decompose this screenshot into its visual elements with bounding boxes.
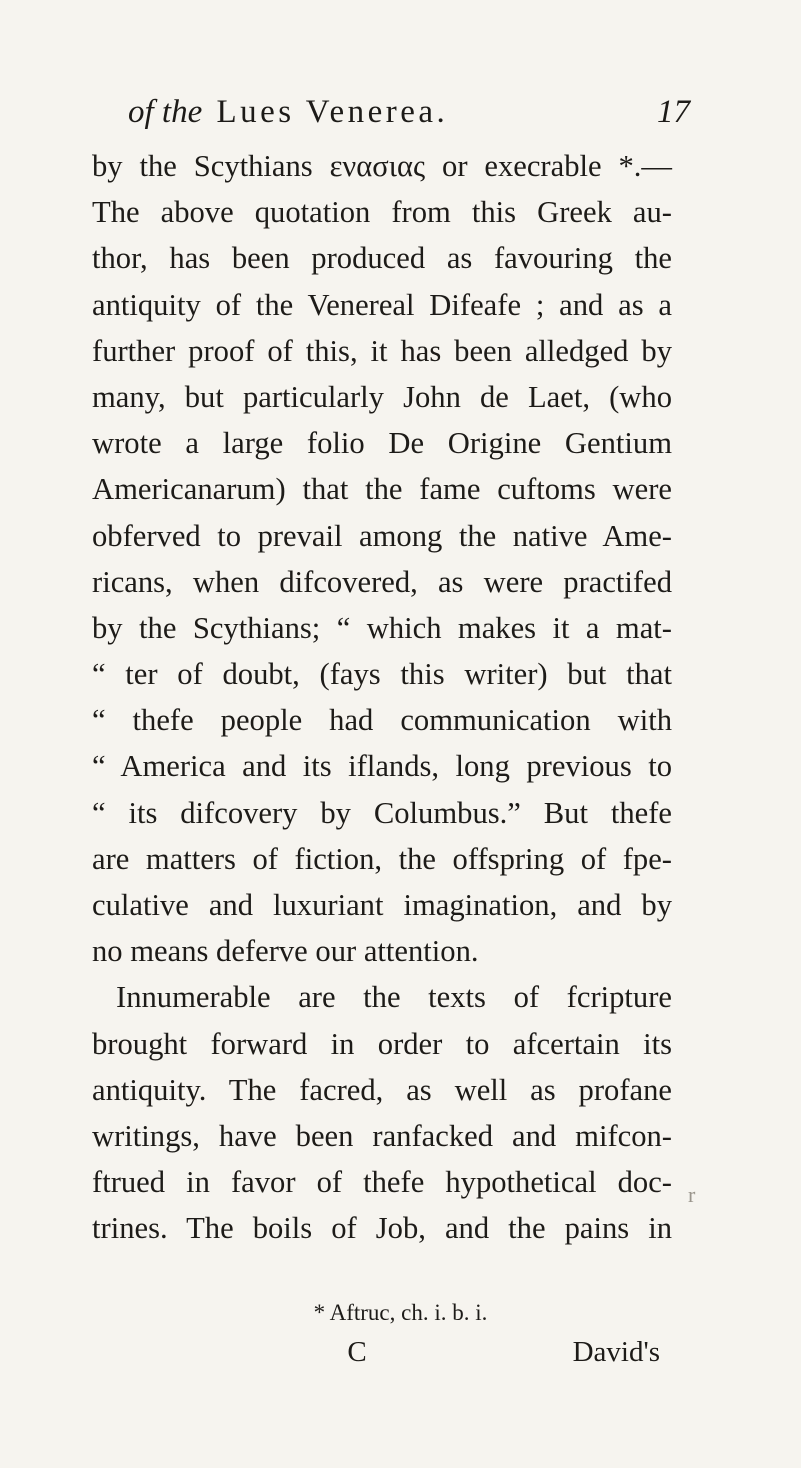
text-line: ricans, when difcovered, as were practifed [92, 564, 672, 599]
text-line: antiquity. The facred, as well as profane [92, 1072, 672, 1107]
text-line: culative and luxuriant imagination, and by [92, 888, 672, 922]
text-line: “ America and its iflands, long previous to [92, 749, 672, 784]
body-text [92, 143, 672, 1252]
text-line: “ ter of doubt, (fays this writer) but that [92, 657, 672, 692]
text-line: no means deferve our attention. [92, 934, 479, 969]
text-line: ftrued in favor of thefe hypothetical doc- [92, 1165, 672, 1200]
text-line: obferved to prevail among the native Ame- [92, 518, 672, 553]
text-line: “ its difcovery by Columbus.” But thefe [92, 795, 672, 830]
text-line: Innumerable are the texts of fcripture [116, 980, 672, 1015]
running-head-prefix: of the [128, 94, 203, 130]
text-line: brought forward in order to afcertain its [92, 1026, 672, 1061]
text-line: The above quotation from this Greek au- [92, 195, 672, 230]
text-line: antiquity of the Venereal Difeafe ; and as a [92, 287, 672, 322]
text-line: by the Scythians ενασιας or execrable *.— [92, 149, 672, 183]
text-line: are matters of fiction, the offspring of fpe- [92, 841, 672, 876]
text-line: further proof of this, it has been alledged by [92, 333, 672, 368]
text-line: wrote a large folio De Origine Gentium [92, 426, 672, 461]
page-number: 17 [657, 94, 690, 130]
footnote: * Aftruc, ch. i. b. i. [313, 1300, 488, 1325]
text-line: by the Scythians; “ which makes it a mat- [92, 610, 672, 645]
text-line: Americanarum) that the fame cuftoms were [92, 472, 672, 507]
text-line: thor, has been produced as favouring the [92, 241, 672, 276]
running-head [128, 88, 688, 136]
signature-mark: C [347, 1336, 367, 1368]
running-head-title: Lues Venerea. [216, 94, 449, 130]
text-line: “ thefe people had communication with [92, 703, 672, 738]
text-line: trines. The boils of Job, and the pains in [92, 1211, 672, 1246]
margin-mark: r [688, 1182, 696, 1207]
text-line: writings, have been ranfacked and mifcon- [92, 1118, 672, 1153]
text-line: many, but particularly John de Laet, (who [92, 379, 672, 414]
catchword: David's [572, 1336, 660, 1368]
